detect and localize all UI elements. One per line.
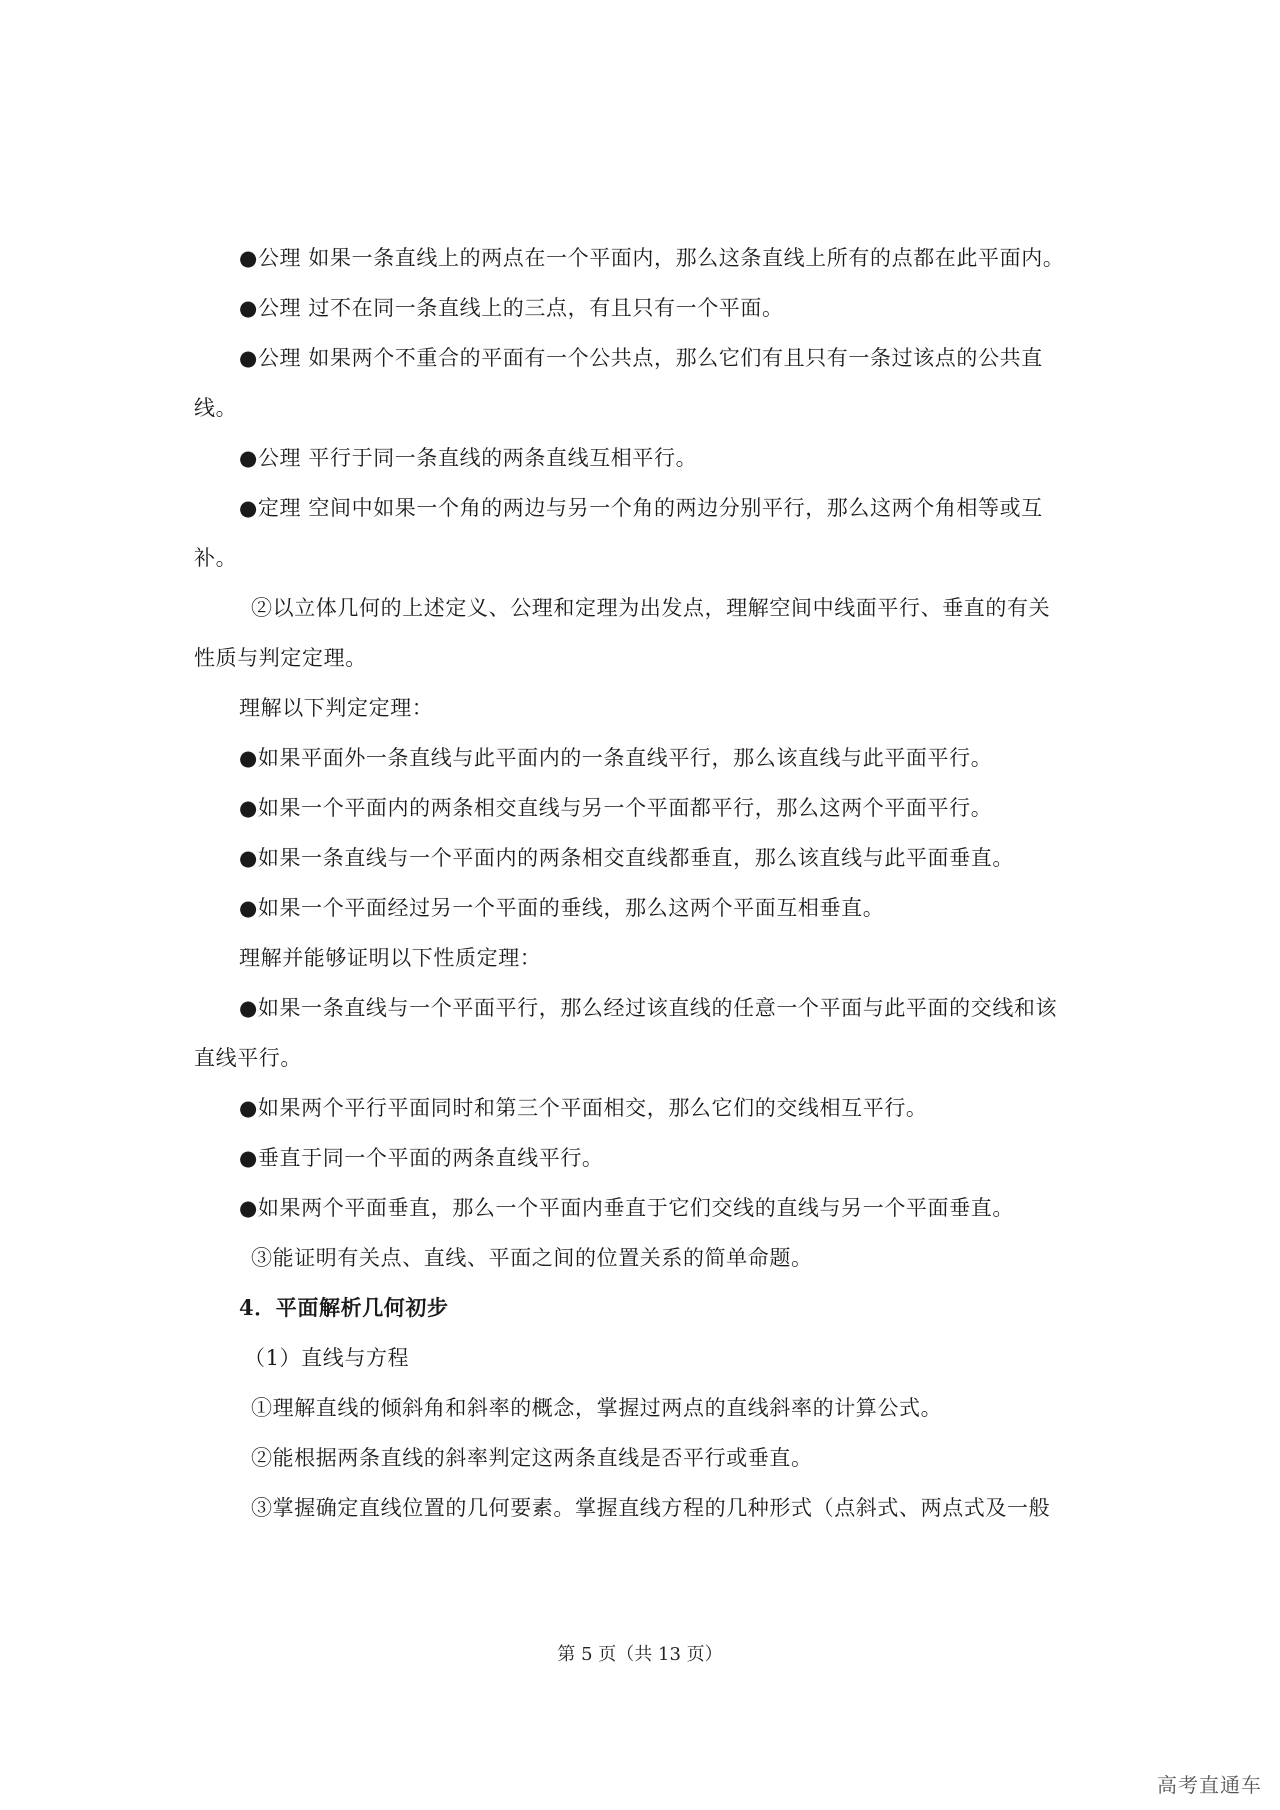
watermark-text: 高考直通车 [1157,1773,1262,1797]
text-line [0,688,1280,728]
text-line [0,1488,1280,1528]
text-line [0,1238,1280,1278]
text-line-content: 补。 [194,546,238,570]
text-line-content: ②能根据两条直线的斜率判定这两条直线是否平行或垂直。 [251,1446,813,1470]
text-line-content: ●垂直于同一个平面的两条直线平行。 [239,1146,604,1170]
text-line [0,338,1280,378]
text-line [0,438,1280,478]
text-line [0,788,1280,828]
text-line [0,888,1280,928]
section-heading-text: 4．平面解析几何初步 [239,1295,449,1320]
text-line-content: ③能证明有关点、直线、平面之间的位置关系的简单命题。 [251,1246,813,1270]
text-line-content: ●如果平面外一条直线与此平面内的一条直线平行，那么该直线与此平面平行。 [239,746,993,770]
text-line [0,238,1280,278]
text-line [0,288,1280,328]
text-line-content: ●公理 平行于同一条直线的两条直线互相平行。 [239,446,698,470]
text-line-content: ●如果一条直线与一个平面平行，那么经过该直线的任意一个平面与此平面的交线和该 [239,996,1058,1020]
text-line [0,588,1280,628]
text-line [0,1038,1280,1078]
text-line-content: 线。 [194,396,238,420]
text-line-content: （1）直线与方程 [244,1346,410,1370]
text-line [0,1338,1280,1378]
text-line-content: ●公理 过不在同一条直线上的三点，有且只有一个平面。 [239,296,784,320]
text-line-content: ●如果两个平面垂直，那么一个平面内垂直于它们交线的直线与另一个平面垂直。 [239,1196,1014,1220]
text-line [0,488,1280,528]
text-line-content: ②以立体几何的上述定义、公理和定理为出发点，理解空间中线面平行、垂直的有关 [251,596,1051,620]
text-line [0,1438,1280,1478]
text-line [0,938,1280,978]
text-line-content: ①理解直线的倾斜角和斜率的概念，掌握过两点的直线斜率的计算公式。 [251,1396,943,1420]
text-line [0,538,1280,578]
text-line [0,638,1280,678]
section-heading [0,1288,1280,1328]
text-line-content: 理解以下判定定理： [239,696,434,720]
text-line [0,1138,1280,1178]
text-line [0,1188,1280,1228]
text-line-content: 直线平行。 [194,1046,302,1070]
text-line [0,988,1280,1028]
text-line [0,388,1280,428]
page-number-footer: 第 5 页（共 13 页） [557,1644,723,1665]
text-line-content: ●定理 空间中如果一个角的两边与另一个角的两边分别平行，那么这两个角相等或互 [239,496,1043,520]
text-line-content: ●如果一条直线与一个平面内的两条相交直线都垂直，那么该直线与此平面垂直。 [239,846,1014,870]
text-line [0,738,1280,778]
text-line [0,1388,1280,1428]
text-line-content: ●如果一个平面内的两条相交直线与另一个平面都平行，那么这两个平面平行。 [239,796,993,820]
text-line-content: ●公理 如果两个不重合的平面有一个公共点，那么它们有且只有一条过该点的公共直 [239,346,1043,370]
text-line-content: 性质与判定定理。 [194,646,367,670]
text-line-content: ●如果一个平面经过另一个平面的垂线，那么这两个平面互相垂直。 [239,896,885,920]
text-line [0,1088,1280,1128]
text-line-content: ●如果两个平行平面同时和第三个平面相交，那么它们的交线相互平行。 [239,1096,928,1120]
text-line-content: 理解并能够证明以下性质定理： [239,946,542,970]
text-line-content: ●公理 如果一条直线上的两点在一个平面内，那么这条直线上所有的点都在此平面内。 [239,246,1065,270]
text-line-content: ③掌握确定直线位置的几何要素。掌握直线方程的几种形式（点斜式、两点式及一般 [251,1496,1051,1520]
text-line [0,838,1280,878]
